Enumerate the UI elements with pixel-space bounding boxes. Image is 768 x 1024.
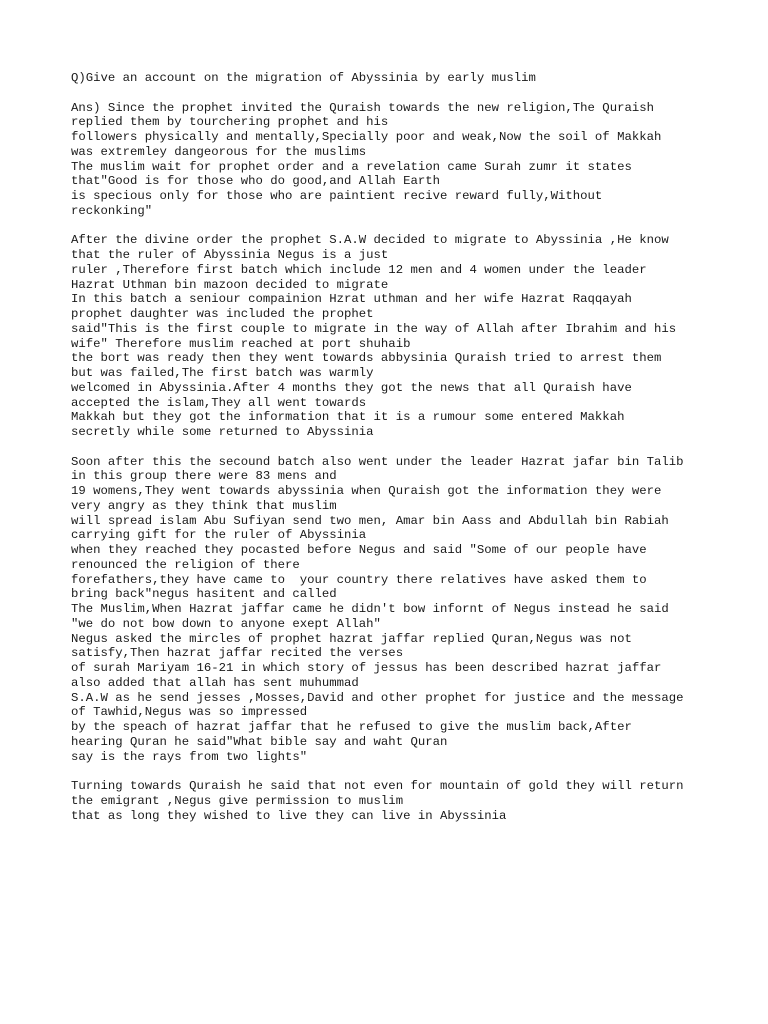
text-line: "we do not bow down to anyone exept Allah" bbox=[71, 616, 381, 631]
text-line: very angry as they think that muslim bbox=[71, 498, 337, 513]
text-line: will spread islam Abu Sufiyan send two men, Amar bin Aass and Abdullah bin Rabiah bbox=[71, 513, 669, 528]
text-line: when they reached they pocasted before Negus and said "Some of our people have bbox=[71, 543, 647, 557]
text-line: accepted the islam,They all went towards bbox=[71, 395, 367, 410]
paragraph-gap bbox=[71, 764, 711, 779]
paragraph-gap bbox=[71, 86, 711, 101]
paragraph bbox=[71, 233, 711, 440]
text-line: wife" Therefore muslim reached at port shuhaib bbox=[71, 336, 411, 351]
text-line: The muslim wait for prophet order and a revelation came Surah zumr it states bbox=[71, 159, 632, 174]
paragraph-gap bbox=[71, 440, 711, 455]
text-line: followers physically and mentally,Specially poor and weak,Now the soil of Makkah bbox=[71, 130, 662, 144]
text-line: bring back"negus hasitent and called bbox=[71, 587, 337, 602]
text-line: the emigrant ,Negus give permission to muslim bbox=[71, 793, 404, 808]
text-line: reckonking" bbox=[71, 203, 153, 218]
text-line: carrying gift for the ruler of Abyssinia bbox=[71, 528, 367, 543]
paragraph bbox=[71, 779, 711, 823]
text-line: is specious only for those who are paintient recive reward fully,Without bbox=[71, 189, 603, 203]
text-line: After the divine order the prophet S.A.W decided to migrate to Abyssinia ,He know bbox=[71, 233, 669, 248]
text-line: say is the rays from two lights" bbox=[71, 749, 308, 764]
text-line: replied them by tourchering prophet and his bbox=[71, 115, 389, 130]
text-line: 19 womens,They went towards abyssinia when Quraish got the information they were bbox=[71, 484, 662, 498]
text-line: of Tawhid,Negus was so impressed bbox=[71, 705, 308, 720]
text-line: S.A.W as he send jesses ,Mosses,David and other prophet for justice and the message bbox=[71, 690, 684, 705]
text-line: secretly while some returned to Abyssinia bbox=[71, 425, 374, 439]
text-line: that the ruler of Abyssinia Negus is a just bbox=[71, 248, 389, 262]
text-line: Turning towards Quraish he said that not even for mountain of gold they will return bbox=[71, 779, 684, 793]
text-line: welcomed in Abyssinia.After 4 months they got the news that all Quraish have bbox=[71, 380, 632, 395]
text-line: prophet daughter was included the prophet bbox=[71, 307, 374, 321]
text-line: was extremley dangeorous for the muslims bbox=[71, 144, 367, 159]
text-line: Hazrat Uthman bin mazoon decided to migrate bbox=[71, 277, 389, 292]
text-line: but was failed,The first batch was warmly bbox=[71, 366, 374, 380]
text-line: said"This is the first couple to migrate in the way of Allah after Ibrahim and his bbox=[71, 321, 677, 336]
answer-paragraphs bbox=[71, 101, 711, 824]
text-line: of surah Mariyam 16-21 in which story of jessus has been described hazrat jaffar bbox=[71, 661, 662, 675]
text-line: also added that allah has sent muhummad bbox=[71, 675, 359, 690]
text-line: Soon after this the secound batch also went under the leader Hazrat jafar bin Talib bbox=[71, 454, 684, 469]
text-line: satisfy,Then hazrat jaffar recited the verses bbox=[71, 646, 404, 661]
text-line: forefathers,they have came to your country there relatives have asked them to bbox=[71, 572, 647, 587]
text-line: In this batch a seniour compainion Hzrat uthman and her wife Hazrat Raqqayah bbox=[71, 292, 632, 307]
paragraph-gap bbox=[71, 219, 711, 234]
text-line: renounced the religion of there bbox=[71, 557, 300, 572]
paragraph bbox=[71, 101, 711, 219]
text-line: the bort was ready then they went towards abbysinia Quraish tried to arrest them bbox=[71, 351, 662, 366]
question-line: Q)Give an account on the migration of Abyssinia by early muslim bbox=[71, 71, 536, 85]
document-body bbox=[71, 71, 711, 823]
text-line: by the speach of hazrat jaffar that he refused to give the muslim back,After bbox=[71, 720, 632, 734]
text-line: ruler ,Therefore first batch which include 12 men and 4 women under the leader bbox=[71, 262, 647, 277]
text-line: The Muslim,When Hazrat jaffar came he didn't bow infornt of Negus instead he said bbox=[71, 602, 669, 616]
text-line: Negus asked the mircles of prophet hazrat jaffar replied Quran,Negus was not bbox=[71, 631, 632, 646]
text-line: Makkah but they got the information that it is a rumour some entered Makkah bbox=[71, 410, 625, 425]
text-line: Ans) Since the prophet invited the Quraish towards the new religion,The Quraish bbox=[71, 100, 654, 115]
text-line: that"Good is for those who do good,and Allah Earth bbox=[71, 174, 440, 189]
paragraph bbox=[71, 455, 711, 765]
text-line: hearing Quran he said"What bible say and waht Quran bbox=[71, 734, 448, 749]
text-line: in this group there were 83 mens and bbox=[71, 469, 337, 484]
text-line: that as long they wished to live they can live in Abyssinia bbox=[71, 808, 507, 823]
